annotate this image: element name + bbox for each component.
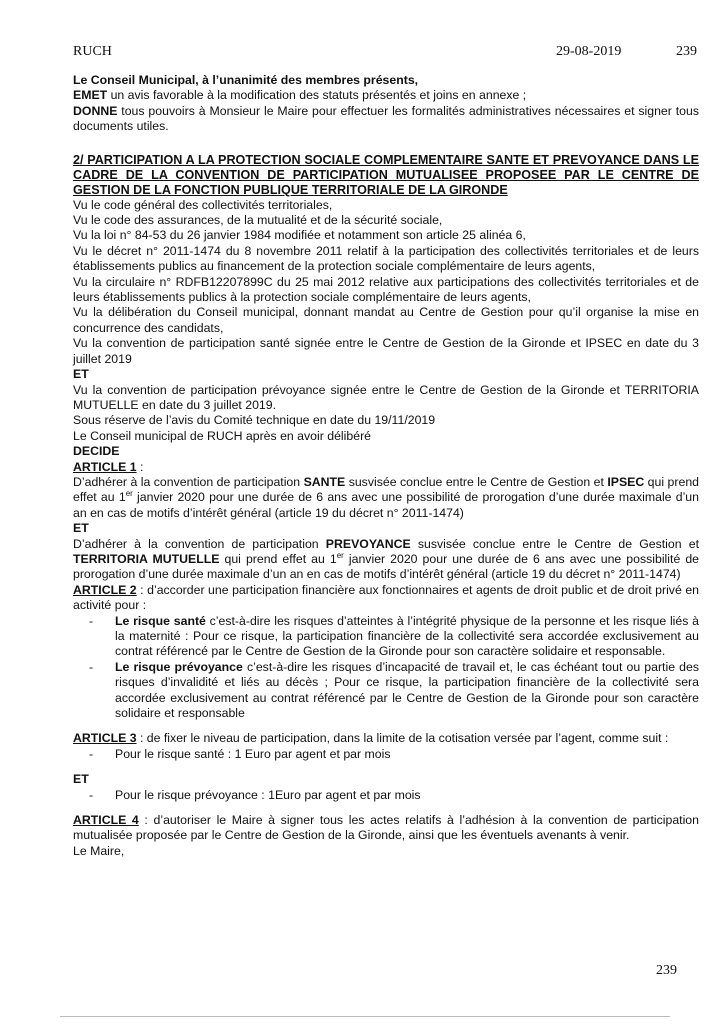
dash-bullet: - [89, 659, 94, 674]
signature-line: Le Maire, [73, 843, 125, 858]
vu-item: Vu le code des assurances, de la mutualité et de la sécurité sociale, [73, 213, 443, 228]
article-1-colon: : [136, 459, 144, 474]
header-page-number: 239 [676, 44, 697, 59]
sous-reserve: Sous réserve de l’avis du Comité technique en date du 19/11/2019 [73, 413, 436, 428]
text-run: qui prend effet au 1 [219, 551, 337, 566]
text-run: qui prend effet au 1 [73, 474, 699, 505]
emet-text: un avis favorable à la modification des statuts présentés et joins en annexe ; [107, 88, 527, 103]
article-1-sante [73, 475, 699, 521]
text-run: susvisée conclue entre le Centre de Gestion et [410, 536, 699, 551]
prevoyance-keyword: PREVOYANCE [325, 536, 411, 551]
vu-item: Vu la circulaire n° RDFB12207899C du 25 mai 2012 relative aux participations des collectivités territoriales et de leurs établissements publics à la protection sociale complémentaire de leurs agents, [73, 274, 699, 305]
list-item [73, 747, 699, 762]
list-item [73, 660, 699, 722]
risk-text: c’est-à-dire les risques d’incapacité de travail et, le cas échéant tout ou partie des risques d’invalidité et liés au décès ; Pour ce risque, la participation financière de la collectivité sera accordée exclusivement au contrat référencé par le Centre de Gestion de la Gironde pour son caractère solidaire et responsable [115, 659, 699, 721]
article-2-paragraph [73, 583, 699, 614]
footer-page-number: 239 [656, 963, 677, 978]
article-2-label: ARTICLE 2 [73, 582, 137, 597]
article-4-label: ARTICLE 4 [73, 813, 139, 828]
article-1-label: ARTICLE 1 [73, 459, 137, 474]
article-2-text: : d’accorder une participation financière aux fonctionnaires et agents de droit public et de droit privé en activité pour : [73, 582, 700, 613]
article-3-label: ARTICLE 3 [73, 731, 137, 746]
et-separator: ET [73, 367, 89, 382]
participation-list [73, 788, 699, 803]
risk-label: Le risque santé [115, 613, 206, 628]
ipsec-keyword: IPSEC [607, 474, 645, 489]
territoria-keyword: TERRITORIA MUTUELLE [73, 551, 220, 566]
scan-edge-divider [60, 1016, 670, 1017]
participation-list [73, 747, 699, 762]
vu-item: Vu la loi n° 84-53 du 26 janvier 1984 modifiée et notamment son article 25 alinéa 6, [73, 228, 526, 243]
conseil-line: Le Conseil Municipal, à l’unanimité des membres présents, [73, 73, 419, 87]
donne-keyword: DONNE [73, 103, 118, 118]
vu-item: Vu le code général des collectivités territoriales, [73, 197, 333, 212]
superscript: er [336, 550, 344, 560]
list-item [73, 614, 699, 660]
vu-item: Vu la délibération du Conseil municipal, donnant mandat au Centre de Gestion pour qu’il organise la mise en concurrence des candidats, [73, 305, 699, 335]
article-3-paragraph [73, 731, 699, 746]
dash-bullet: - [89, 746, 94, 761]
participation-sante: Pour le risque santé : 1 Euro par agent et par mois [115, 746, 391, 761]
text-run: janvier 2020 pour une durée de 6 ans avec une possibilité de prorogation d’une durée maximale d’un an en cas de motifs d’intérêt général (article 19 du décret n° 2011-1474) [73, 490, 699, 520]
donne-text: tous pouvoirs à Monsieur le Maire pour effectuer les formalités administratives nécessaires et signer tous documents utiles. [73, 103, 699, 134]
et-separator: ET [73, 772, 89, 787]
article-1-prevoyance [73, 537, 699, 583]
vu-list [73, 198, 699, 367]
article-1-heading [73, 460, 699, 475]
superscript: er [125, 489, 133, 499]
et-separator: ET [73, 521, 89, 536]
vu-item: Vu le décret n° 2011-1474 du 8 novembre 2011 relatif à la participation des collectivités territoriales et de leurs établissements publics au financement de la protection sociale complémentaire de leurs agents, [73, 243, 699, 274]
risk-list [73, 614, 699, 722]
text-run: susvisée conclue entre le Centre de Gestion et [345, 474, 608, 489]
sante-keyword: SANTE [303, 474, 346, 489]
text-run: D’adhérer à la convention de participation [73, 536, 326, 551]
header-date: 29-08-2019 [556, 44, 622, 59]
text-run: D’adhérer à la convention de participation [73, 474, 304, 489]
vu-item: Vu la convention de participation santé signée entre le Centre de Gestion de la Gironde et IPSEC en date du 3 juillet 2019 [73, 336, 699, 366]
text-run: janvier 2020 pour une durée de 6 ans avec une possibilité de prorogation d’une durée maximale d’un an en cas de motifs d’intérêt général (article 19 du décret n° 2011-1474) [73, 551, 699, 582]
header-commune: RUCH [73, 44, 112, 59]
document-body [73, 73, 699, 859]
dash-bullet: - [89, 787, 94, 802]
dash-bullet: - [89, 613, 94, 628]
vu-prevoyance: Vu la convention de participation prévoyance signée entre le Centre de Gestion de la Gironde et TERRITORIA MUTUELLE en date du 3 juillet 2019. [73, 382, 699, 412]
article-4-text: : d’autoriser le Maire à signer tous les actes relatifs à l’adhésion à la convention de participation mutualisée proposée par le Centre de Gestion de la Gironde, ainsi que les éventuels avenants à venir. [73, 813, 699, 843]
risk-text: c’est-à-dire les risques d’atteintes à l’intégrité physique de la personne et les risque liés à la maternité : Pour ce risque, la participation financière de la collectivité sera accordée exclusivement au contrat référencé par le Centre de Gestion de la Gironde pour son caractère solidaire et responsable. [115, 613, 699, 659]
conseil-ruch: Le Conseil municipal de RUCH après en avoir délibéré [73, 428, 372, 443]
section-title: 2/ PARTICIPATION A LA PROTECTION SOCIALE COMPLEMENTAIRE SANTE ET PREVOYANCE DANS LE CADRE DE LA CONVENTION DE PARTICIPATION MUTUALISEE PROPOSEE PAR LE CENTRE DE GESTION DE LA FONCTION PUBLIQUE TERRITORIALE DE LA GIRONDE [73, 152, 699, 197]
article-3-text: : de fixer le niveau de participation, dans la limite de la cotisation versée par l’agent, comme suit : [136, 731, 669, 746]
decide-heading: DECIDE [73, 444, 120, 459]
list-item [73, 788, 699, 803]
donne-paragraph [73, 104, 699, 135]
article-4-paragraph [73, 813, 699, 844]
emet-paragraph [73, 88, 699, 103]
emet-keyword: EMET [73, 88, 108, 103]
participation-prevoyance: Pour le risque prévoyance : 1Euro par agent et par mois [115, 787, 421, 802]
risk-label: Le risque prévoyance [115, 659, 243, 674]
